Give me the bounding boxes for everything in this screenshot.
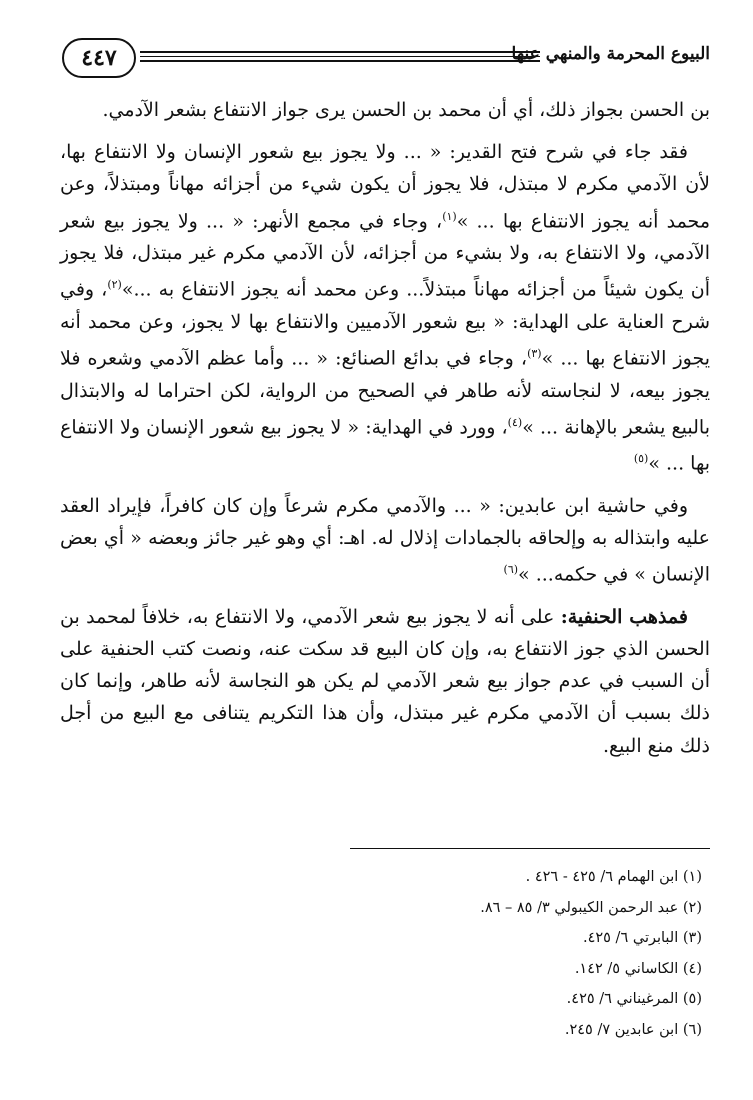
page-header <box>62 38 710 78</box>
footnote-divider <box>350 848 710 849</box>
footnote-ref[interactable]: (٤) <box>507 415 523 429</box>
footnote: (٤) الكاساني ٥/ ١٤٢. <box>574 960 702 977</box>
footnote: (١) ابن الهمام ٦/ ٤٢٥ - ٤٢٦ . <box>525 869 702 885</box>
footnote-ref[interactable]: (٣) <box>527 347 542 361</box>
footnote: (٣) البابرتي ٦/ ٤٢٥. <box>582 930 702 946</box>
paragraph: وفي حاشية ابن عابدين: « ... والآدمي مكرم شرعاً وإن كان كافراً، فإيراد العقد عليه وابتذاله به وإلحاقه بالجمادات إذلال له. اهـ: أي وهو غير جائز وبعضه « أي بعض الإنسان » في حكمه... »$^{(٦)}$ <box>60 494 710 586</box>
running-title: البيوع المحرمة والمنهي عنها <box>511 44 710 64</box>
lead-phrase: فمذهب الحنفية: <box>560 605 688 628</box>
footnotes <box>60 862 702 1045</box>
footnote: (٦) ابن عابدين ٧/ ٢٤٥. <box>564 1021 702 1038</box>
footnote-ref[interactable]: (٢) <box>107 278 122 292</box>
header-rule <box>140 51 540 65</box>
footnote: (٢) عبد الرحمن الكيبولي ٣/ ٨٥ – ٨٦. <box>480 899 702 916</box>
footnote-ref[interactable]: (١) <box>442 209 457 223</box>
footnote-ref[interactable]: (٥) <box>633 452 649 466</box>
footnote-ref[interactable]: (٦) <box>503 563 519 577</box>
footnote: (٥) المرغيناني ٦/ ٤٢٥. <box>566 991 702 1007</box>
paragraph: فقد جاء في شرح فتح القدير: « ... ولا يجوز بيع شعور الإنسان ولا الانتفاع بها، لأن الآدمي مكرم لا مبتذل، فلا يجوز أن يكون شيء من أجزائه مهاناً ومبتذلاً، وعن محمد أنه يجوز الانتفاع بها ... »$^{(١)}$، وجاء في مجمع الأنهر: « ... ولا يجوز بيع شعر الآدمي، ولا الانتفاع به، ولا بشيء من أجزائه، لأن الآدمي مكرم غير مبتذل، فلا يجوز أن يكون شيئاً من أجزائه مهاناً مبتذلاً... وعن محمد أنه يجوز الانتفاع به ...»$^{(٢)}$، وفي شرح العناية على الهداية: « بيع شعور الآدميين والانتفاع بها لا يجوز، وعن محمد أنه يجوز الانتفاع بها ... »$^{(٣)}$، وجاء في بدائع الصنائع: « ... وأما عظم الآدمي وشعره فلا يجوز بيعه، لا لنجاسته لأنه طاهر في الصحيح من الرواية، لكن احتراما له والابتذال بالبيع يشعر بالإهانة ... »$^{(٤)}$، وورد في الهداية: « لا يجوز بيع شعور الإنسان ولا الانتفاع بها ... »$^{(٥)}$ <box>60 141 710 475</box>
paragraph: بن الحسن بجواز ذلك، أي أن محمد بن الحسن يرى جواز الانتفاع بشعر الآدمي. <box>102 99 710 121</box>
paragraph: فمذهب الحنفية: على أنه لا يجوز بيع شعر الآدمي، ولا الانتفاع به، خلافاً لمحمد بن الحسن الذي جوز الانتفاع به، وإن كان البيع قد سكت عنه، ونصت كتب الحنفية على أن السبب في عدم جواز بيع شعر الآدمي لم يكن هو النجاسة لأنه طاهر، وإنما كان ذلك بسبب أن الآدمي مكرم غير مبتذل، وأن هذا التكريم يتنافى مع البيع من أجل ذلك منع البيع. <box>60 605 710 757</box>
page-number: ٤٤٧ <box>62 38 136 78</box>
body-text <box>60 94 710 772</box>
